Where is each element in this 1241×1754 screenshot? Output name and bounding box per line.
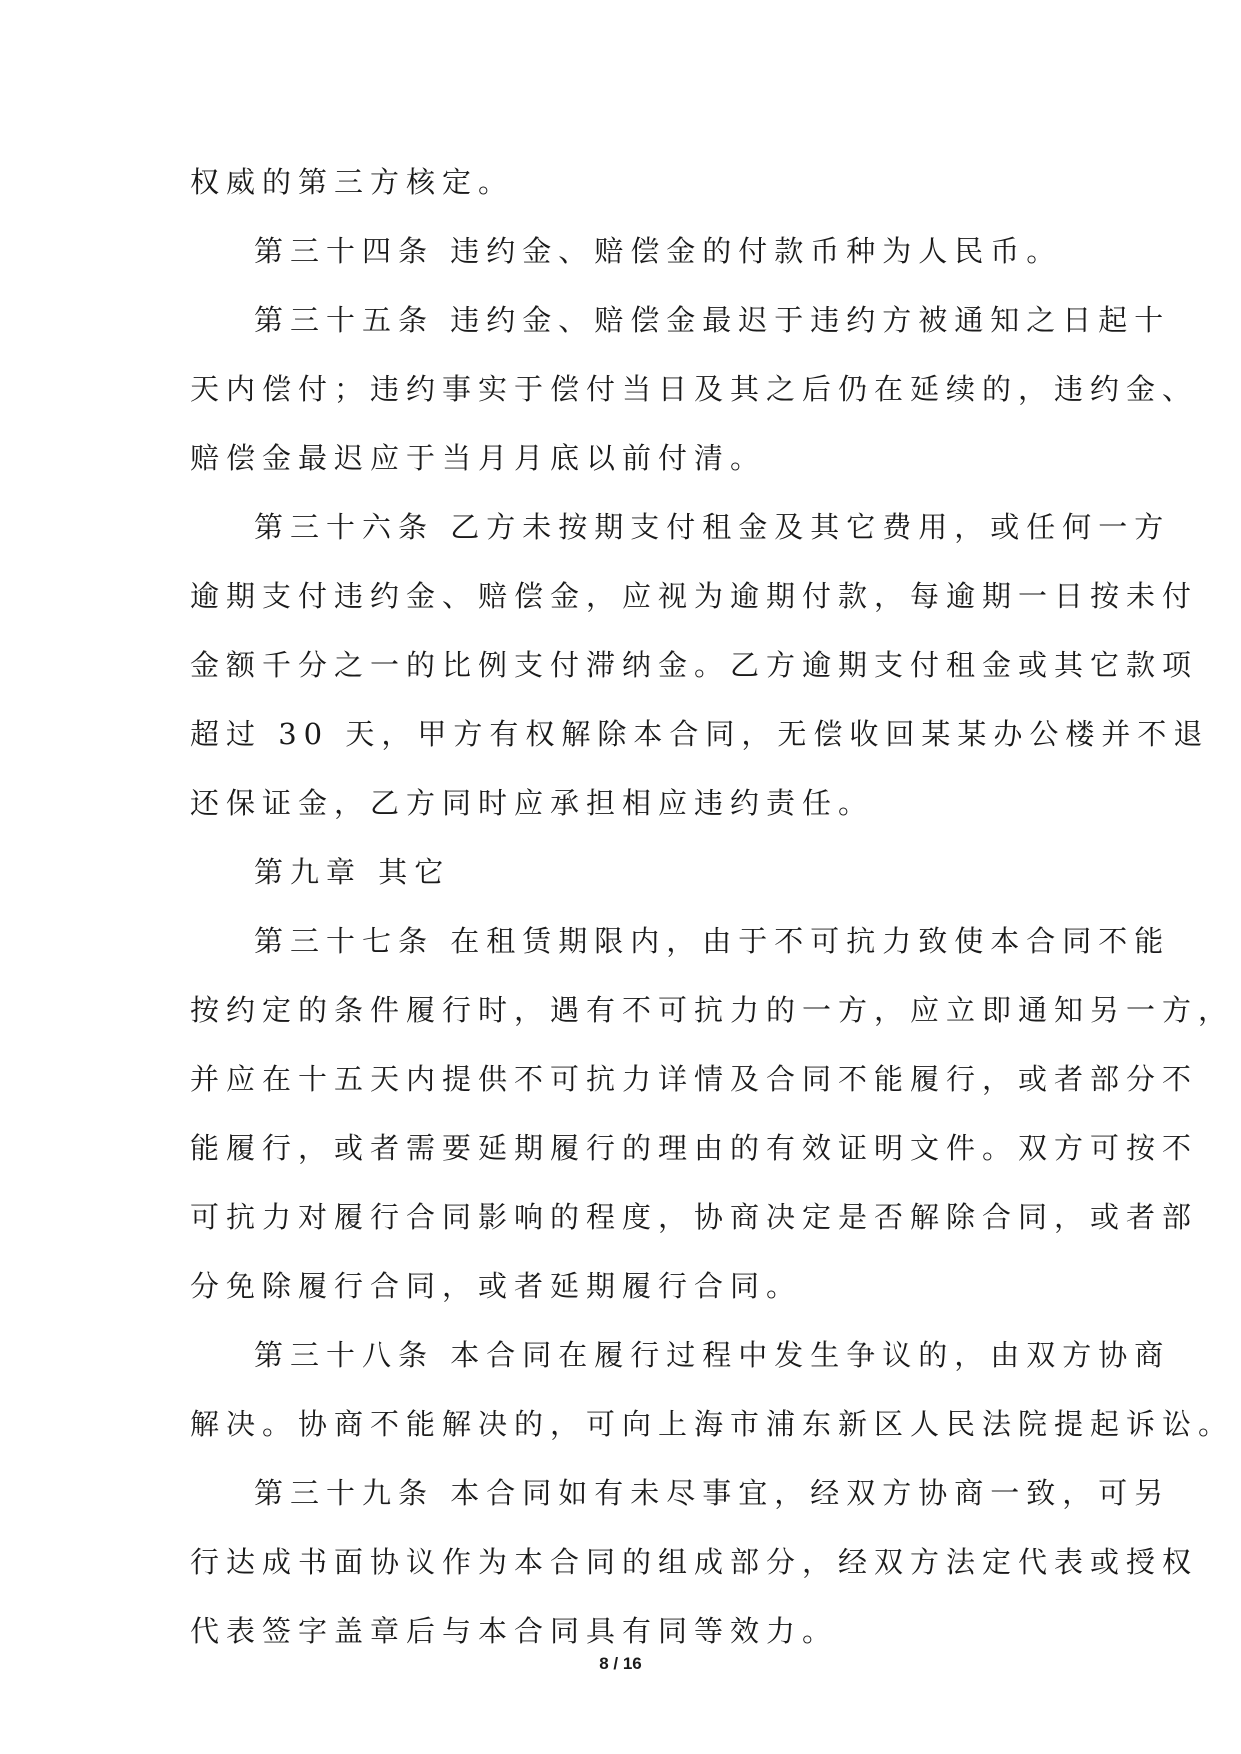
- text-line: 第三十六条 乙方未按期支付租金及其它费用，或任何一方: [254, 510, 1171, 544]
- text-line: 逾期支付违约金、赔偿金，应视为逾期付款，每逾期一日按未付: [190, 579, 1199, 613]
- text-line: 天内偿付；违约事实于偿付当日及其之后仍在延续的，违约金、: [190, 372, 1199, 406]
- text-line: 能履行，或者需要延期履行的理由的有效证明文件。双方可按不: [190, 1131, 1199, 1165]
- text-line: 可抗力对履行合同影响的程度，协商决定是否解除合同，或者部: [190, 1200, 1199, 1234]
- text-line: 第三十四条 违约金、赔偿金的付款币种为人民币。: [254, 234, 1063, 268]
- text-line: 第三十七条 在租赁期限内，由于不可抗力致使本合同不能: [254, 924, 1171, 958]
- chapter-heading: 第九章 其它: [254, 855, 451, 889]
- text-line: 权威的第三方核定。: [190, 165, 515, 199]
- text-line: 赔偿金最迟应于当月月底以前付清。: [190, 441, 767, 475]
- text-line: 还保证金，乙方同时应承担相应违约责任。: [190, 786, 875, 820]
- text-line: 并应在十五天内提供不可抗力详情及合同不能履行，或者部分不: [190, 1062, 1199, 1096]
- text-line: 超过 30 天，甲方有权解除本合同，无偿收回某某办公楼并不退: [190, 717, 1210, 751]
- text-line: 第三十五条 违约金、赔偿金最迟于违约方被通知之日起十: [254, 303, 1171, 337]
- text-line: 按约定的条件履行时，遇有不可抗力的一方，应立即通知另一方，: [190, 993, 1235, 1027]
- text-line: 行达成书面协议作为本合同的组成部分，经双方法定代表或授权: [190, 1545, 1199, 1579]
- text-line: 第三十八条 本合同在履行过程中发生争议的，由双方协商: [254, 1338, 1171, 1372]
- text-line: 分免除履行合同，或者延期履行合同。: [190, 1269, 803, 1303]
- text-line: 代表签字盖章后与本合同具有同等效力。: [190, 1614, 839, 1648]
- text-line: 金额千分之一的比例支付滞纳金。乙方逾期支付租金或其它款项: [190, 648, 1199, 682]
- page-number: 8 / 16: [599, 1654, 642, 1673]
- document-body: [190, 148, 1235, 1666]
- text-line: 解决。协商不能解决的，可向上海市浦东新区人民法院提起诉讼。: [190, 1407, 1235, 1441]
- text-line: 第三十九条 本合同如有未尽事宜，经双方协商一致，可另: [254, 1476, 1171, 1510]
